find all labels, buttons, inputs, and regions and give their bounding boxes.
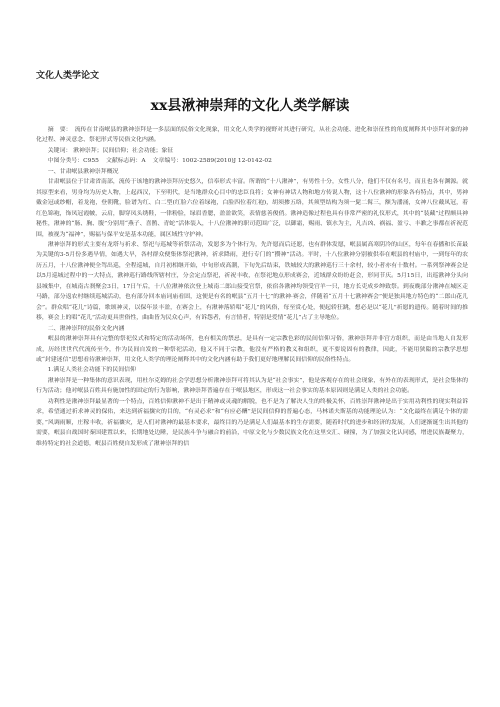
- abstract-label: 摘 要：: [47, 127, 72, 133]
- abstract-text: 流传在甘南岷县的湫神崇拜是一多层面的民俗文化现象，用文化人类学的视野对其进行研究，从社会功能、进化和崇征性的角度阐释其中崇拜对象的神化过程、神灵意念、祭祀形式等民俗文化内涵。: [36, 127, 469, 144]
- clc-code: C955: [83, 158, 99, 165]
- doc-code-label: 文献标志码：: [105, 158, 142, 165]
- subsection-heading: 1.满足人类社会功能下的民间信仰: [47, 367, 136, 374]
- body-paragraph: 湫神崇拜是一种集体的意识表现，用杜尔克姆的社会学思想分析湫神崇拜可将其认为是“社会事实”，他是客观存在的社会现象，有外在的表现形式，是社会集体的行为活动；他对岷县百姓具有施加性的固定的行为影响，湫神崇拜普遍存在于岷县地区，形成这一社会事实的基本原因则是满足人类的社会功能。: [36, 377, 468, 395]
- doc-code: A: [141, 158, 146, 165]
- section-heading: 二、湫神崇拜的民俗文化内涵: [47, 325, 125, 332]
- classification-line: [36, 156, 468, 166]
- document-category: 文化人类学论文: [36, 71, 100, 81]
- abstract: [36, 125, 468, 146]
- article-body: [36, 125, 468, 449]
- keywords: [36, 146, 468, 156]
- section-heading: 一、甘肃岷县湫神崇拜概况: [47, 168, 119, 175]
- keywords-label: 关键词：: [47, 147, 72, 154]
- clc-label: 中图分类号：: [47, 158, 84, 165]
- body-paragraph: 岷县的湫神崇拜具有完整的祭祀仪式和特定的活动场所，也有相关的禁忌，是具有一定宗教色彩的民间信仰习俗，湫神崇拜并非官方组织，而是由当地人自发形成，历经世世代代流传至今，作为民间自发的一种祭祀活动，他又不同于宗教，他没有严格的教义和组织，更不要说固有的教律，因此，不能用狭隘的宗教学思想或“封建迷信”思想看待湫神崇拜，用文化人类学的理论阐释其中的文化内涵有助于我们更好地理解民间信仰的民俗性特点。: [36, 336, 468, 363]
- article-number: 1002-2589(2010)J 12-0142-02: [182, 158, 272, 165]
- body-paragraph: 功利性是湫神崇拜最显著的一个特点，百姓信仰湫神不是出于精神或灵魂的解脱，也不是为了解决人生的终极关怀，百姓崇拜湫神是出于实用功利性的现实利益诉求，希望通过祈求神灵的保佑，来达到祈福攘灾的目的，“有灵必求”和“有应必酬”是民间信仰的普遍心态，马林诺夫斯基的功能理论认为：“文化最终在满足个体的需要，”风调雨顺，庄稼丰收，祈福禳灾，是人们对湫神的最基本要求，最终目的乃是满足人们最基本的生存需要，随着时代的进步和经济的发展，人们逐渐诞生出其他的需要，岷县自战国时秦国建置以来，长期地处边陲，是民族斗争与融合的前沿，中原文化与少数民族文化在这里交汇、碰撞，为了加强文化认同感，增进民族凝聚力，维持特定的社会道德，岷县百姓便自发形成了湫神崇拜的信: [36, 398, 468, 447]
- body-paragraph: 湫神崇拜的形式主要有龙塔与祈求、祭祀与巡城等祈祭活动，发愿多为个体行为，先许愿而后还愿，也有群体发愿，岷县属高寒阴冷的山区，每年在春播和长苗最为关键的3-5月份多遇旱情，如遇大旱，各村群众便集体祭祀湫神，祈求降雨，进行专门的“攒神”活动。平时，十八位湫神分别被供奉在岷县的村庙中，一到每年的农历五月，十八位湫神便全驾出巡，全程巡城，自月初相继开始，中旬形成高潮，下旬先后结束，铁城较大的湫神巡行三十余村，较小者亦有十数村。一系列祭神赛会是以5月巡城过程中的一大特点，湫神巡行路线所辖村庄，分会定点祭祀，祈祝丰收，在祭祀地点形成赛会，近域群众纷纷赶会，形同节庆。5月15日，出巡湫神分头向县城集中，在城南古刹聚会3日，17日午后，十八位湫神依次登上城南二郎山接受官祭，依宿各湫神均领受官羊一只，地方长吏成乡绅致祭。到夜晚部分湫神在城区走马路，部分返农村继续巡城活动，也有部分回本庙词庙看固，这便是有名的岷县“五月十七”的湫神·赛会，伴随着“五月十七湫神赛会”便是独具地方特色的“二郎山花儿会”。群众唱“花儿”诗篇，歌颂神灵，以保年景丰盈，在赛会上，有湫神落轿唱“花儿”的风俗，每至赏心处，便起轿狂跳，想必是以“花儿”祈愿的遗传。随着时间的推移，赛会上的唱“花儿”活动更具世俗性，曲曲皆为民众心声，有诉怨者，有言情者，特别是爱情“花儿”占了主导地位。: [36, 241, 468, 322]
- keywords-text: 湫神崇拜；民间信仰；社会功能；象征: [73, 147, 174, 154]
- body-paragraph: 甘肃岷县位于甘肃省南部，流传于该地的湫神崇拜历史悠久，信奉形式丰富。所谓的“十八湫神”，有男性十分，女性八分，他们不仅有名号，而且也各有渊源。就其原型来看，男身均为历史人物，上起西汉，下至明代，是当地群众心目中的忠臣良将；女神有神话人物和地方传说人物，这十八位湫神的形象各有特点，其中，男神戴金冠或纱帽，着龙袍，登朝靴，脸谱为红、白二型(红脸六位着绿袍，白脸四位着红袍)，胡须掺五络，其须型结构为须一髭二髯三，额为潘涌，女神八位戴凤冠，着红色锦袍，饰凤冠霞帔，云肩，脚穿凤头绣鞋，一律粉脸，绿眉香腮，盈盈欲笑，表情慈善俊俏。湫神造像过程也具有非常严密的礼仪形式，其中的“装藏”过程颇具神秘性，湫神的“肠、胸、腹”分别用“燕子、喜鹊、青蛇”活体装入，十八位湫神的职司范围广泛，以御霜，赐雨、镇水为主，凡吉凶、祸福、盈亏、丰歉之事都在祈祝范围，被视为“福神”，赐福与保平安是基本功能，属区域性守护神。: [36, 179, 468, 238]
- paper-title: xx县湫神崇拜的文化人类学解读: [150, 98, 350, 114]
- article-number-label: 文章编号：: [152, 158, 183, 165]
